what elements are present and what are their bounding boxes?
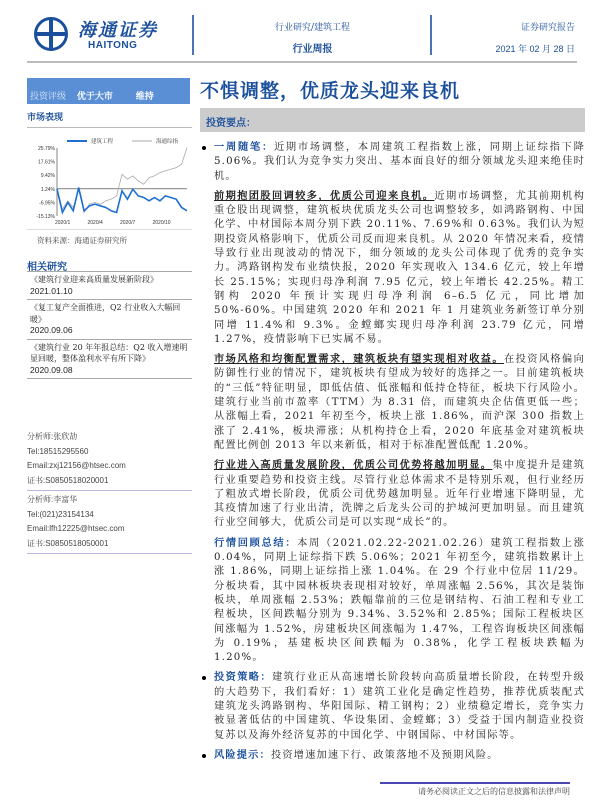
rating-box xyxy=(27,78,190,104)
related-item[interactable] xyxy=(27,339,192,380)
analyst-card xyxy=(27,430,192,491)
related-item[interactable] xyxy=(27,299,192,339)
lead: 前期抱团股回调较多，优质公司迎来良机。 xyxy=(214,189,435,202)
analyst-cert: 证书:S0850518020001 xyxy=(27,475,109,485)
y-tick-label: 25.79% xyxy=(38,146,55,152)
para-text: 近期市场调整，尤其前期机构重仓股出现调整，建筑板块优质龙头公司也调整较多，如鸿路钢构、中国化学、中材国际本周分别下跌 20.11%、7.69%和 0.63%。我们认为短期投资风格影响下，优质公司反而迎来良机。从 2020 年情况来看，疫情导致行业出现波动的情况下，细分领域的龙头公司体现了优秀的竞争实力。鸿路钢构发布业绩快报，2020 年实现收入 134.6 亿元，较上年增长 25.15%；实现归母净利润 7.95 亿元，较上年增长 42.25%。精工钢构 2020 年预计实现归母净利润 6–6.5 亿元，同比增加 50%-60%。中国建筑 2020 年和 2021 年 1 月建筑业务新签订单分别同增 11.4%和 9.3%。金螳螂实现归母净利润 23.79 亿元，同增 1.27%，疫情影响下已实属不易。 xyxy=(214,190,585,345)
lead: 一周随笔： xyxy=(214,141,274,153)
related-research-title: 相关研究 xyxy=(27,262,67,273)
para-text: 投资增速加速下行、政策落地不及预期风险。 xyxy=(270,749,499,761)
x-tick-label: 2020/7 xyxy=(120,220,136,226)
analyst-tel: Tel:(021)23154134 xyxy=(27,509,94,519)
header-rule xyxy=(27,61,577,63)
y-tick-label: 17.61% xyxy=(38,159,55,166)
key-points-header: 投资要点： xyxy=(200,108,585,132)
analyst-info xyxy=(27,430,192,556)
footer-rule xyxy=(380,782,570,784)
lead: 投资策略： xyxy=(214,671,273,684)
rating-change: 维持 xyxy=(135,92,154,102)
para-text: 在投资风格偏向防御性行业的情况下，建筑板块有望成为较好的选择之一。目前建筑板块的“三低”特征明显，即低估值、低涨幅和低持仓特征，板块下行风险小。建筑行业当前市盈率（TTM）为 8.31 倍，而建筑央企估值更低一些；从涨幅上看，2021 年初至今，板块上涨 1.86%，而沪深 300 指数上涨了 2.41%，板块滞涨；从机构持仓上看，2020 年底基金对建筑板块配置比例创 2013 年以来新低，相对于标准配置低配 1.20%。 xyxy=(214,354,586,451)
y-tick-label: -15.13% xyxy=(36,214,55,220)
header-divider xyxy=(430,15,432,55)
risk-warning xyxy=(200,748,585,763)
logo-cn: 海通证券 xyxy=(78,20,158,41)
header-divider xyxy=(192,15,194,55)
x-tick-label: 2020/10 xyxy=(152,220,171,226)
related-date: 2020.09.08 xyxy=(30,364,73,375)
legend-label: 建筑工程 xyxy=(91,139,114,145)
market-review xyxy=(200,536,585,666)
para-text: 建筑行业正从高速增长阶段转向高质量增长阶段，在转型升级的大趋势下，我们看好：1）建筑工业化是确定性趋势，推荐优质装配式建筑龙头鸿路钢构、华阳国际、精工钢构；2）业绩稳定增长，竞争实力被显著低估的中国建筑、华设集团、金螳螂；3）受益于国内制造业投资复苏以及海外经济复苏的中国化学、中钢国际、中材国际等。 xyxy=(214,672,586,741)
doc-type: 证券研究报告 xyxy=(520,23,575,33)
page-title: 不惧调整，优质龙头迎来良机 xyxy=(200,80,461,102)
related-date: 2021.01.10 xyxy=(30,285,73,296)
lead: 市场风格和均衡配置需求，建筑板块有望实现相对收益。 xyxy=(214,353,505,366)
y-tick-label: 1.24% xyxy=(40,186,55,193)
related-item[interactable] xyxy=(27,271,192,299)
weekly-notes xyxy=(200,140,585,184)
related-title: 《建筑行业迎来高质量发展新阶段》 xyxy=(30,275,158,284)
logo-mark-icon xyxy=(34,17,68,51)
y-tick-label: 9.42% xyxy=(40,173,55,180)
y-tick-label: -6.95% xyxy=(39,200,55,207)
lead: 风险提示： xyxy=(214,748,271,761)
analyst-email[interactable]: Email:lfh12225@htsec.com xyxy=(27,524,125,533)
paragraph xyxy=(200,352,585,453)
market-performance-chart xyxy=(27,134,195,230)
lead: 行业进入高质量发展阶段，优质公司优势将越加明显。 xyxy=(214,459,493,472)
related-date: 2020.09.06 xyxy=(30,325,73,335)
series-line-haitong-index xyxy=(57,148,187,213)
analyst-name: 分析师:张欣劼 xyxy=(27,432,78,441)
para-text: 集中度提升是建筑行业重要趋势和投资主线。尽管行业总体需求不是特别乐观，但行业经历了粗放式增长阶段，优质公司优势越加明显。近年行业增速下降明显，尤其疫情加速了行业出清，洗牌之后龙头公司的护城河更加明显。而且建筑行业空间够大，优质公司是可以实现“成长”的。 xyxy=(214,460,585,529)
legend-label: 海通综指 xyxy=(156,139,179,145)
paragraph xyxy=(200,458,585,530)
report-type: 行业周报 xyxy=(292,44,333,55)
category: 行业研究/建筑工程 xyxy=(274,23,351,33)
logo-en: HAITONG xyxy=(88,40,138,51)
related-research-list xyxy=(27,271,192,379)
analyst-name: 分析师:李富华 xyxy=(27,495,78,504)
investment-strategy xyxy=(200,670,585,742)
para-text: 本周（2021.02.22-2021.02.26）建筑工程指数上涨 0.04%，同期上证综指下跌 5.06%；2021 年初至今，建筑指数累计上涨 1.86%，同期上证综指上涨 1.04%。在 29 个行业中位居 11/29。分板块看，其中园林板块表现相对较好，单周涨幅 2.56%，其次是装饰板块，单周涨幅 2.53%；跌幅靠前的三位是钢结构、石油工程和专业工程板块，区间跌幅分别为 9.34%、3.52%和 2.85%；国际工程板块区间涨幅为 1.52%，房建板块区间涨幅为 1.47%，工程咨询板块区间涨幅为 0.19%，基建板块区间跌幅为 0.38%，化学工程板块跌幅为 1.20%。 xyxy=(214,537,585,664)
market-title: 市场表现 xyxy=(27,113,64,123)
x-tick-label: 2020/4 xyxy=(87,220,103,226)
analyst-tel: Tel:18515295560 xyxy=(27,446,89,456)
report-date: 2021 年 02 月 28 日 xyxy=(495,44,575,54)
series-line-construction xyxy=(57,188,187,213)
analyst-card xyxy=(27,493,192,554)
header-right xyxy=(440,20,575,55)
x-tick-label: 2020/1 xyxy=(55,220,71,226)
haitong-logo xyxy=(30,14,180,56)
main-body xyxy=(200,140,585,768)
paragraph xyxy=(200,189,585,347)
para-text: 近期市场调整，本周建筑工程指数上涨，同期上证综指下降 5.06%。我们认为竞争实力突出、基本面良好的细分领域龙头迎来绝佳时机。 xyxy=(214,142,585,182)
chart-source: 资料来源：海通证券研究所 xyxy=(37,236,127,245)
related-title: 《建筑行业 20 年年报总结：Q2 收入增速明显回暖，整体盈利水平有所下降》 xyxy=(30,342,188,363)
divider xyxy=(27,229,192,230)
rating-value: 优于大市 xyxy=(76,92,113,102)
lead: 行情回顾总结： xyxy=(214,536,298,549)
analyst-cert: 证书:S0850518050001 xyxy=(27,538,109,548)
header-center xyxy=(195,20,430,55)
footer-disclaimer[interactable]: 请务必阅读正文之后的信息披露和法律声明 xyxy=(418,787,570,796)
related-title: 《复工复产全面推进，Q2 行业收入大幅回暖》 xyxy=(30,303,181,324)
analyst-email[interactable]: Email:zxj12156@htsec.com xyxy=(27,461,126,470)
divider xyxy=(27,127,192,128)
rating-label: 投资评级 xyxy=(30,92,67,102)
